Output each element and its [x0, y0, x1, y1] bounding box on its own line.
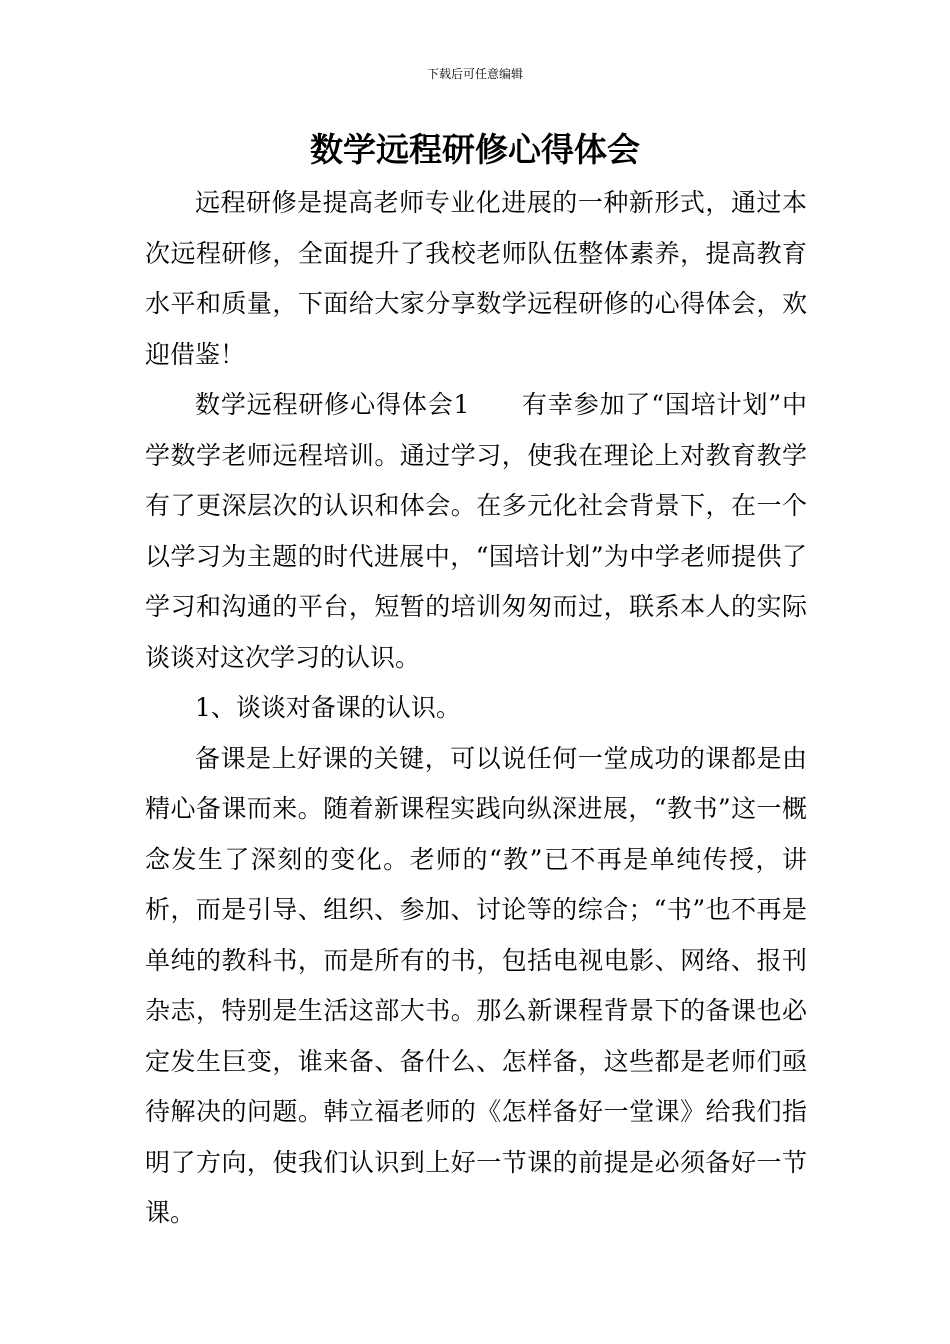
paragraph-lesson-prep: 备课是上好课的关键，可以说任何一堂成功的课都是由精心备课而来。随着新课程实践向纵深进展，“教书”这一概念发生了深刻的变化。老师的“教”已不再是单纯传授，讲析，而是引导、组织、参加、讨论等的综合；“书”也不再是单纯的教科书，而是所有的书，包括电视电影、网络、报刊杂志，特别是生活这部大书。那么新课程背景下的备课也必定发生巨变，谁来备、备什么、怎样备，这些都是老师们亟待解决的问题。韩立福老师的《怎样备好一堂课》给我们指明了方向，使我们认识到上好一节课的前提是必须备好一节课。 [145, 743, 807, 1227]
document-body [145, 178, 807, 1239]
paragraph-intro: 远程研修是提高老师专业化进展的一种新形式，通过本次远程研修，全面提升了我校老师队伍整体素养，提高教育水平和质量，下面给大家分享数学远程研修的心得体会，欢迎借鉴！ [145, 188, 807, 369]
document-title: 数学远程研修心得体会 [310, 130, 640, 169]
paragraph-experience-1: 数学远程研修心得体会1 有幸参加了“国培计划”中学数学老师远程培训。通过学习，使我在理论上对教育教学有了更深层次的认识和体会。在多元化社会背景下，在一个以学习为主题的时代进展中，“国培计划”为中学老师提供了学习和沟通的平台，短暂的培训匆匆而过，联系本人的实际谈谈对这次学习的认识。 [145, 390, 807, 672]
section-heading-lesson-prep: 1、谈谈对备课的认识。 [195, 693, 461, 722]
header-note: 下载后可任意编辑 [426, 67, 523, 81]
